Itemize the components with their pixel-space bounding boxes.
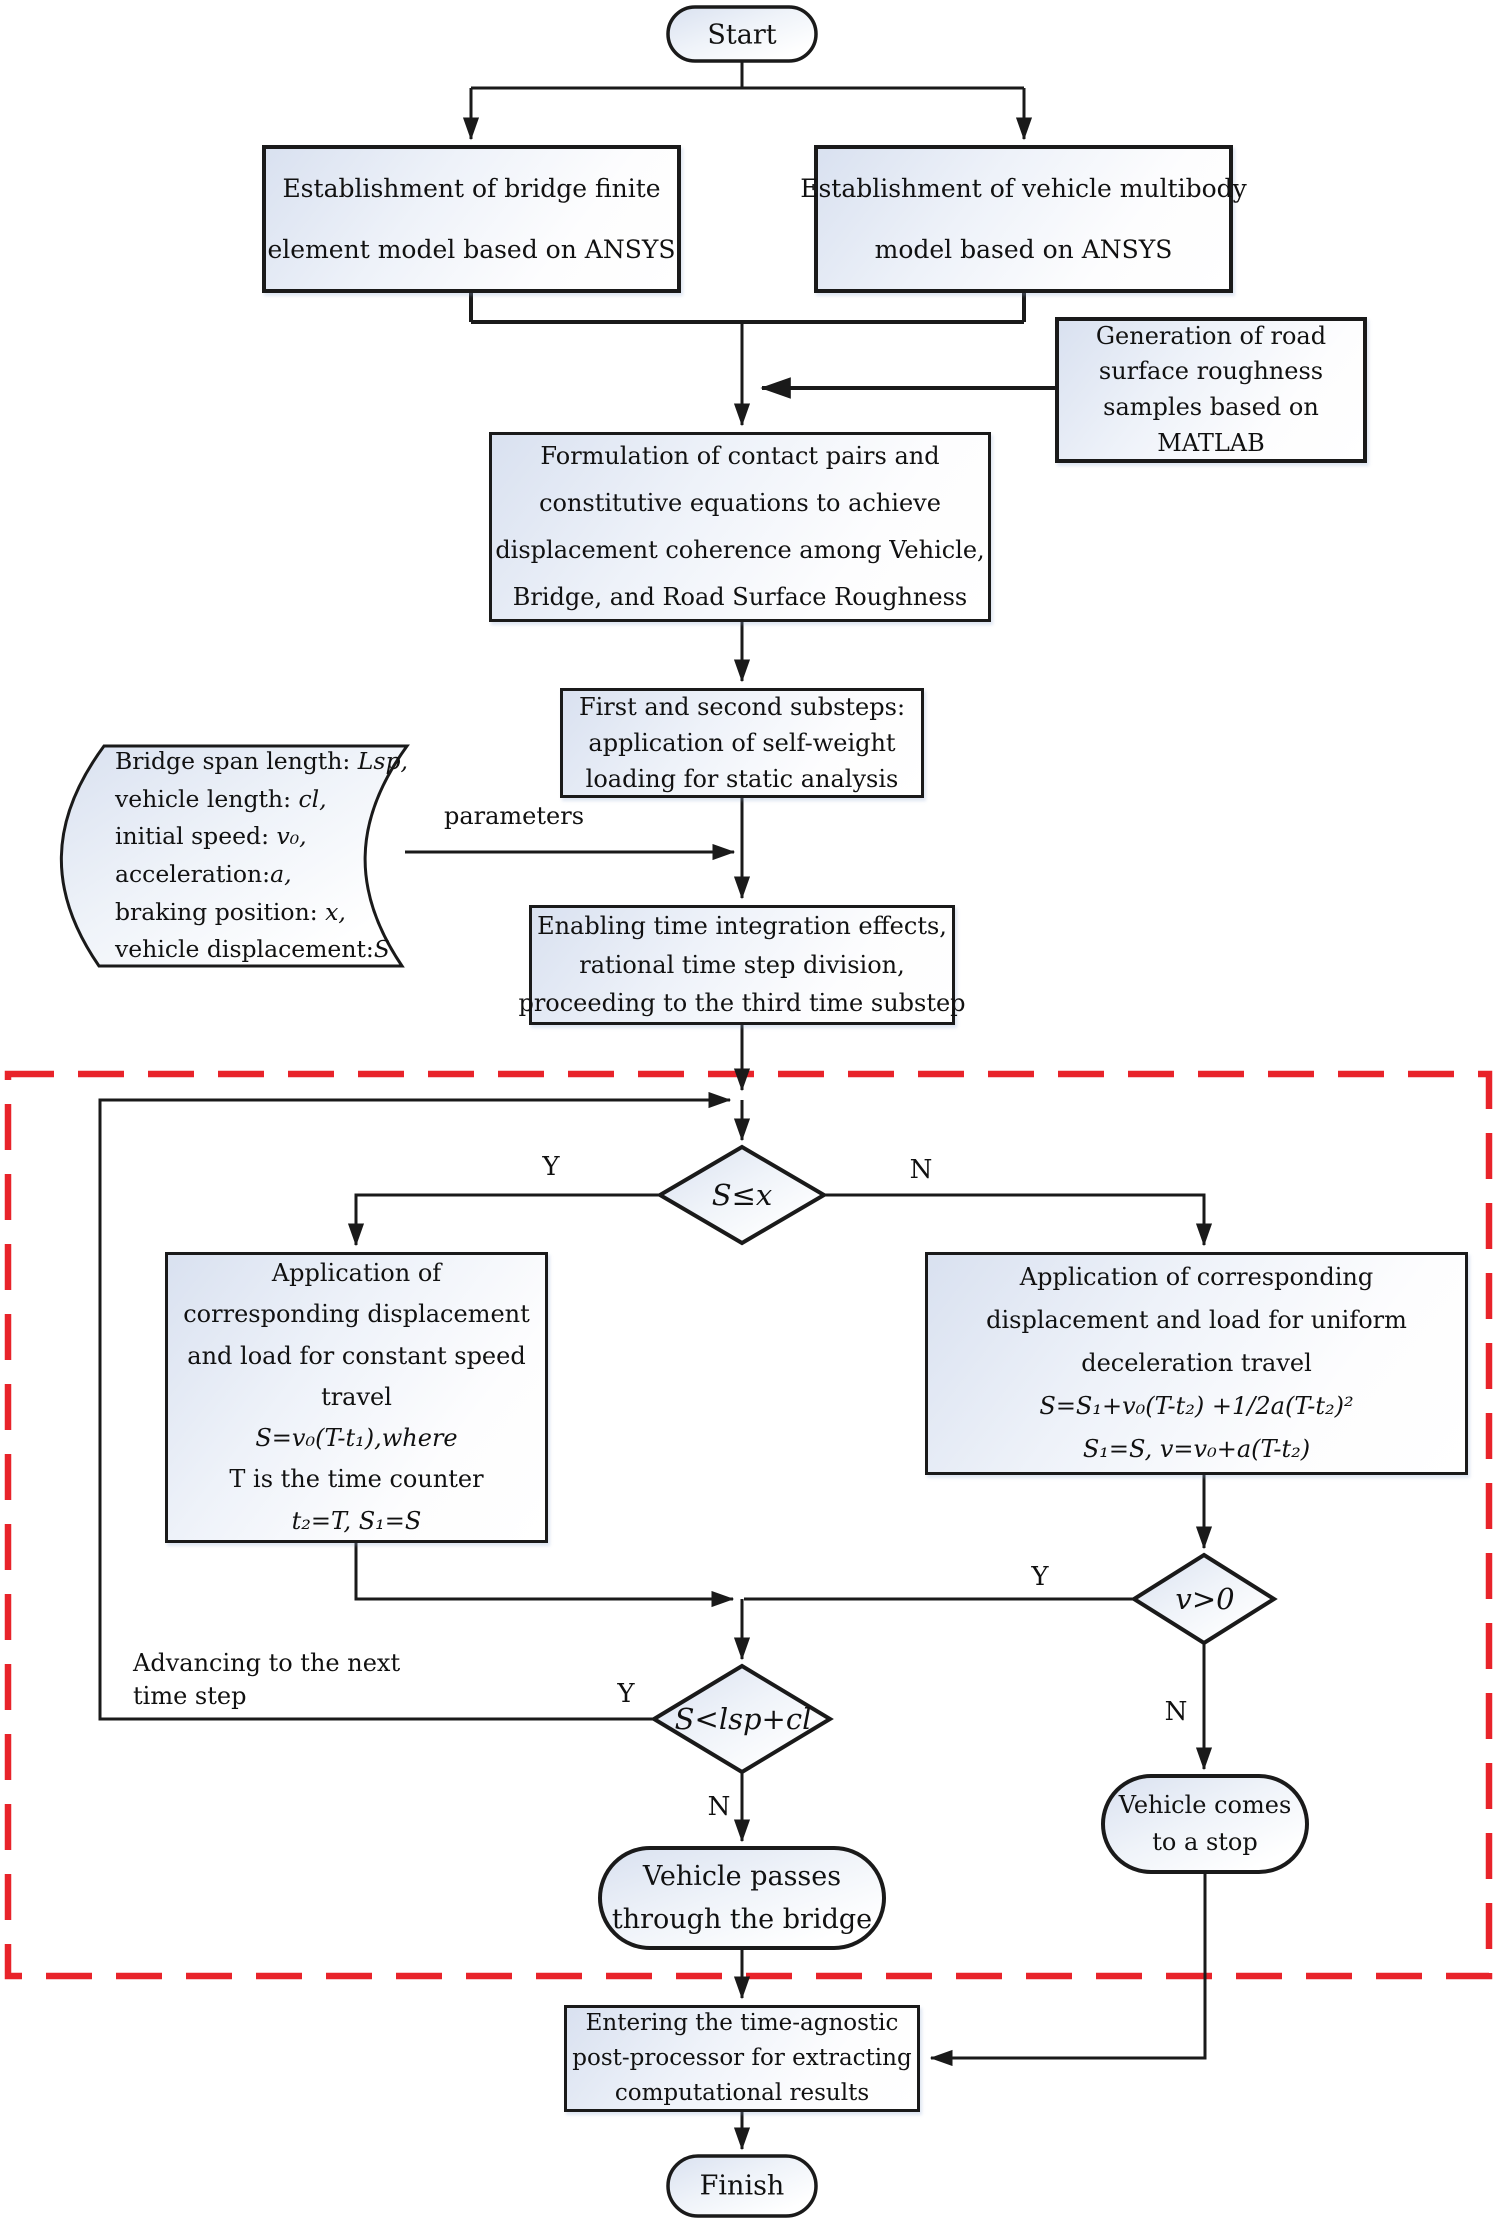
edge-label-advancing: Advancing to the next time step [133, 1648, 401, 1710]
edge-label-y-v-gt-0: Y [1031, 1562, 1049, 1592]
node-road-roughness: Generation of road surface roughness samples based on MATLAB [1055, 317, 1367, 463]
node-enabling: Enabling time integration effects, rational time step division, proceeding to the third time substep [529, 905, 955, 1025]
vehicle-passes-label: Vehicle passes through the bridge [611, 1860, 873, 1935]
edge-label-y-s-le-x: Y [542, 1152, 560, 1182]
edge-label-y-s-lt-lspcl: Y [617, 1679, 635, 1709]
vehicle-stop-terminator-shape [1103, 1776, 1307, 1872]
decision-v-gt-0-label: v>0 [1175, 1582, 1235, 1616]
decision-s-le-x-label: S≤x [711, 1178, 773, 1212]
edges [100, 61, 1205, 2149]
start-label: Start [707, 19, 777, 51]
vehicle-passes-terminator-shape [600, 1848, 884, 1948]
node-substeps: First and second substeps: application of self-weight loading for static analysis [560, 688, 924, 798]
node-postprocessor: Entering the time-agnostic post-processor for extracting computational results [564, 2005, 920, 2112]
decision-s-lt-lspcl-label: S<lsp+cl [674, 1702, 812, 1736]
parameters-data-label: Bridge span length: Lsp, vehicle length: cl, initial speed: v₀, acceleration:a, braking position: x, vehicle displacement:S [115, 747, 408, 964]
edge-label-parameters: parameters [443, 802, 585, 830]
node-formulation: Formulation of contact pairs and constitutive equations to achieve displacement coherence among Vehicle, Bridge, and Road Surface Roughness [489, 432, 991, 622]
node-deceleration: Application of corresponding displacement and load for uniform deceleration travel S=S₁+v₀(T-t₂) +1/2a(T-t₂)² S₁=S, v=v₀+a(T-t₂) [925, 1252, 1468, 1475]
finish-label: Finish [699, 2170, 785, 2202]
edge-label-n-s-le-x: N [909, 1155, 933, 1185]
node-bridge-model: Establishment of bridge finite element model based on ANSYS [262, 145, 681, 293]
edge-label-n-v-gt-0: N [1164, 1697, 1188, 1727]
vehicle-stop-label: Vehicle comes to a stop [1118, 1790, 1292, 1856]
parameters-stored-data-shape [61, 746, 407, 966]
node-constant-speed: Application of corresponding displacement and load for constant speed travel S=v₀(T-t₁),where T is the time counter t₂=T, S₁=S [165, 1252, 548, 1543]
edge-label-n-s-lt-lspcl: N [707, 1792, 731, 1822]
node-vehicle-model: Establishment of vehicle multibody model based on ANSYS [814, 145, 1233, 293]
